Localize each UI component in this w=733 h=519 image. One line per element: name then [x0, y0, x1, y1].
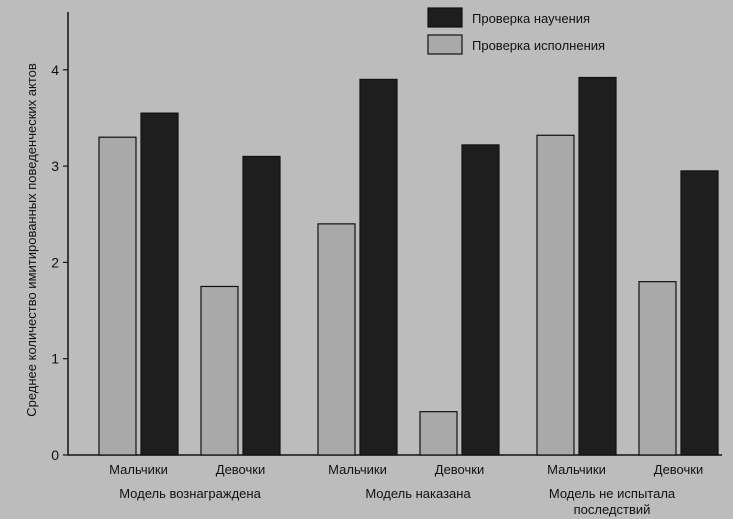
category-label: Девочки	[434, 462, 485, 477]
bar-learning-test	[243, 156, 280, 455]
bar-performance-test	[201, 286, 238, 455]
bar-learning-test	[462, 145, 499, 455]
bar-performance-test	[318, 224, 355, 455]
y-tick-label: 2	[51, 254, 59, 271]
legend-swatch	[428, 8, 462, 27]
category-label: Мальчики	[109, 462, 168, 477]
y-tick-label: 4	[51, 61, 59, 78]
bar-performance-test	[99, 137, 136, 455]
bar-learning-test	[141, 113, 178, 455]
bar-learning-test	[579, 77, 616, 455]
group-label: Модель не испытала последствий	[548, 486, 676, 517]
group-label: Модель вознаграждена	[119, 486, 261, 501]
bar-learning-test	[360, 79, 397, 455]
y-tick-label: 3	[51, 158, 59, 175]
bar-performance-test	[420, 412, 457, 455]
category-label: Мальчики	[547, 462, 606, 477]
bar-performance-test	[537, 135, 574, 455]
bar-learning-test	[681, 171, 718, 455]
y-tick-label: 0	[51, 447, 59, 463]
category-label: Мальчики	[328, 462, 387, 477]
legend-label: Проверка научения	[472, 11, 591, 26]
y-tick-label: 1	[51, 350, 59, 367]
bar-performance-test	[639, 282, 676, 455]
legend-swatch	[428, 35, 462, 54]
category-label: Девочки	[215, 462, 266, 477]
category-label: Девочки	[653, 462, 704, 477]
group-label: Модель наказана	[365, 486, 471, 501]
legend-label: Проверка исполнения	[472, 38, 606, 53]
y-axis-label: Среднее количество имитированных поведенческих актов	[24, 63, 39, 417]
